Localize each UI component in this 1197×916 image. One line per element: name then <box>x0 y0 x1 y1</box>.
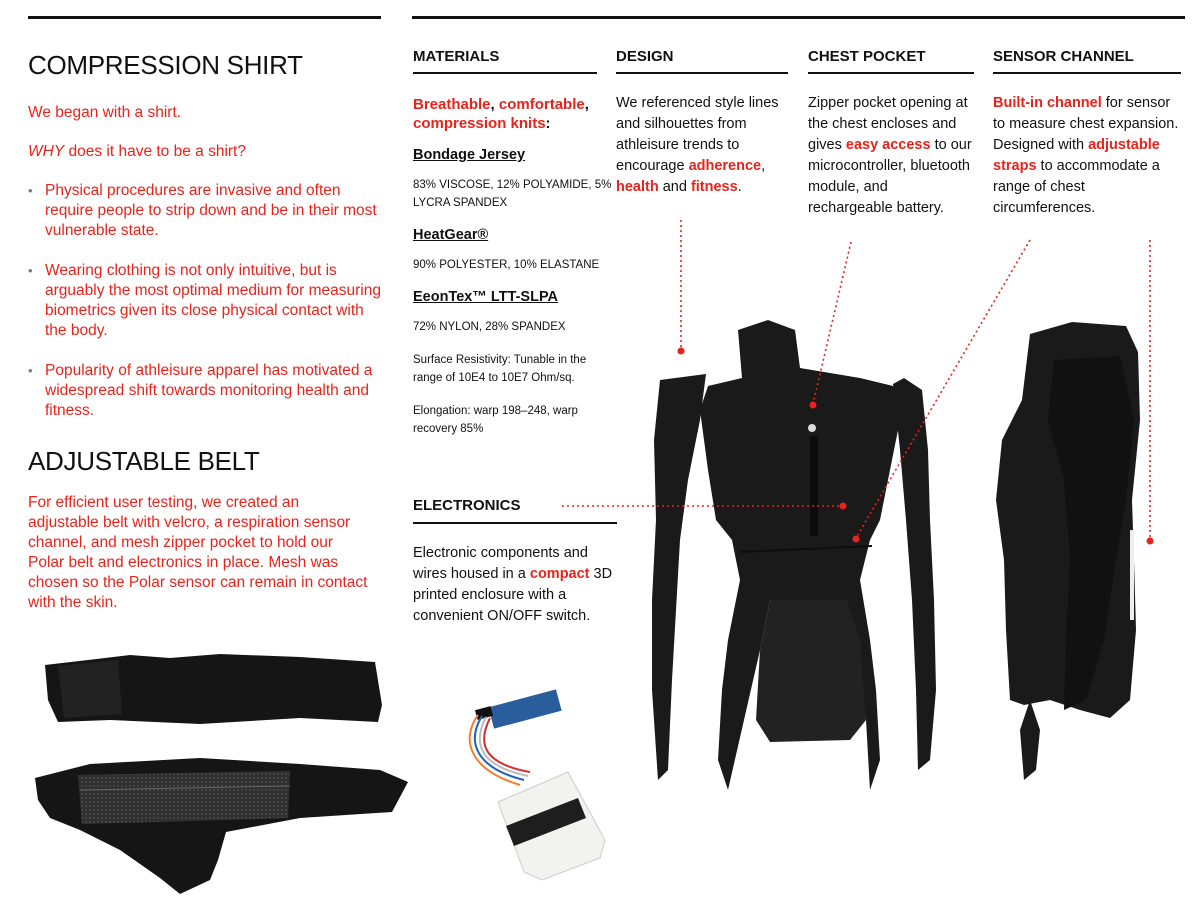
fabric-name: EeonTex™ LTT-SLPA <box>413 289 559 305</box>
why-rest: does it have to be a shirt? <box>64 143 246 160</box>
breathable-highlight: Breathable <box>413 96 491 113</box>
adjustable-straps-highlight: adjustable straps <box>993 137 1160 174</box>
materials-heading: MATERIALS <box>413 48 500 65</box>
list-item: • Popularity of athleisure apparel has motivated a widespread shift towards monitoring health and fitness. <box>28 361 388 421</box>
elongation-text: Elongation: warp 198–248, warp recovery 85% <box>413 405 578 435</box>
why-emphasis: WHY <box>28 143 65 160</box>
health-highlight: health <box>616 179 659 195</box>
compression-shirt-heading: COMPRESSION SHIRT <box>28 50 303 80</box>
electronics-text-2: 3D printed enclosure with a convenient ON/OFF switch. <box>413 566 613 624</box>
fabric-desc: 83% VISCOSE, 12% POLYAMIDE, 5% LYCRA SPANDEX <box>413 179 612 209</box>
sensor-text-2: to accommodate a range of chest circumferences. <box>993 158 1160 216</box>
list-item: • Wearing clothing is not only intuitive, but is arguably the most optimal medium for measuring biometrics given its close physical contact with the body. <box>28 261 388 341</box>
adjustable-belt-heading: ADJUSTABLE BELT <box>28 446 260 476</box>
fabric-desc: 90% POLYESTER, 10% ELASTANE <box>413 259 600 271</box>
belt-description: For efficient user testing, we created an adjustable belt with velcro, a respiration sensor channel, and mesh zipper pocket to hold our Polar belt and electronics in place. Mesh was chosen so the Polar sensor can remain in contact with the skin. <box>28 494 368 611</box>
belt-bottom-image <box>35 758 408 894</box>
belt-top-image <box>45 654 382 724</box>
resistivity-text: Surface Resistivity: Tunable in the range of 10E4 to 10E7 Ohm/sq. <box>413 354 587 384</box>
easy-access-highlight: easy access <box>845 137 931 153</box>
design-text-2: , <box>761 158 766 174</box>
front-shirt-image <box>652 320 936 790</box>
design-heading: DESIGN <box>616 48 674 65</box>
fabric-name: Bondage Jersey <box>413 147 526 163</box>
fabric-name: HeatGear® <box>413 227 489 243</box>
design-text-1: We referenced style lines and silhouettes from athleisure trends to encourage <box>616 95 779 174</box>
chest-pocket-heading: CHEST POCKET <box>808 48 926 65</box>
fabric-desc: 72% NYLON, 28% SPANDEX <box>413 321 566 333</box>
chest-pocket-text-1: Zipper pocket opening at the chest encloses and gives <box>808 95 968 153</box>
intro-comma: , <box>584 96 589 113</box>
fitness-highlight: fitness <box>690 179 738 195</box>
compression-knits-highlight: compression knits <box>413 115 546 132</box>
design-text-4: . <box>737 179 742 195</box>
electronics-heading: ELECTRONICS <box>413 497 521 514</box>
compact-highlight: compact <box>529 566 590 582</box>
sensor-text-1: for sensor to measure chest expansion. Designed with <box>993 95 1179 153</box>
list-item: • Physical procedures are invasive and often require people to strip down and be in their most vulnerable state. <box>28 181 388 241</box>
built-in-channel-highlight: Built-in channel <box>993 95 1102 111</box>
shirt-intro: We began with a shirt. <box>28 104 182 121</box>
electronics-text-1: Electronic components and wires housed in a <box>413 545 588 582</box>
adherence-highlight: adherence <box>688 158 762 174</box>
chest-pocket-text-2: to our microcontroller, bluetooth module, and rechargeable battery. <box>808 137 972 216</box>
electronics-enclosure-image <box>470 689 605 880</box>
sensor-channel-heading: SENSOR CHANNEL <box>993 48 1134 65</box>
intro-colon: : <box>545 115 551 132</box>
comfortable-highlight: comfortable <box>498 96 585 113</box>
side-shirt-image <box>996 322 1140 780</box>
intro-sep: , <box>490 96 499 113</box>
design-text-3: and <box>658 179 691 195</box>
